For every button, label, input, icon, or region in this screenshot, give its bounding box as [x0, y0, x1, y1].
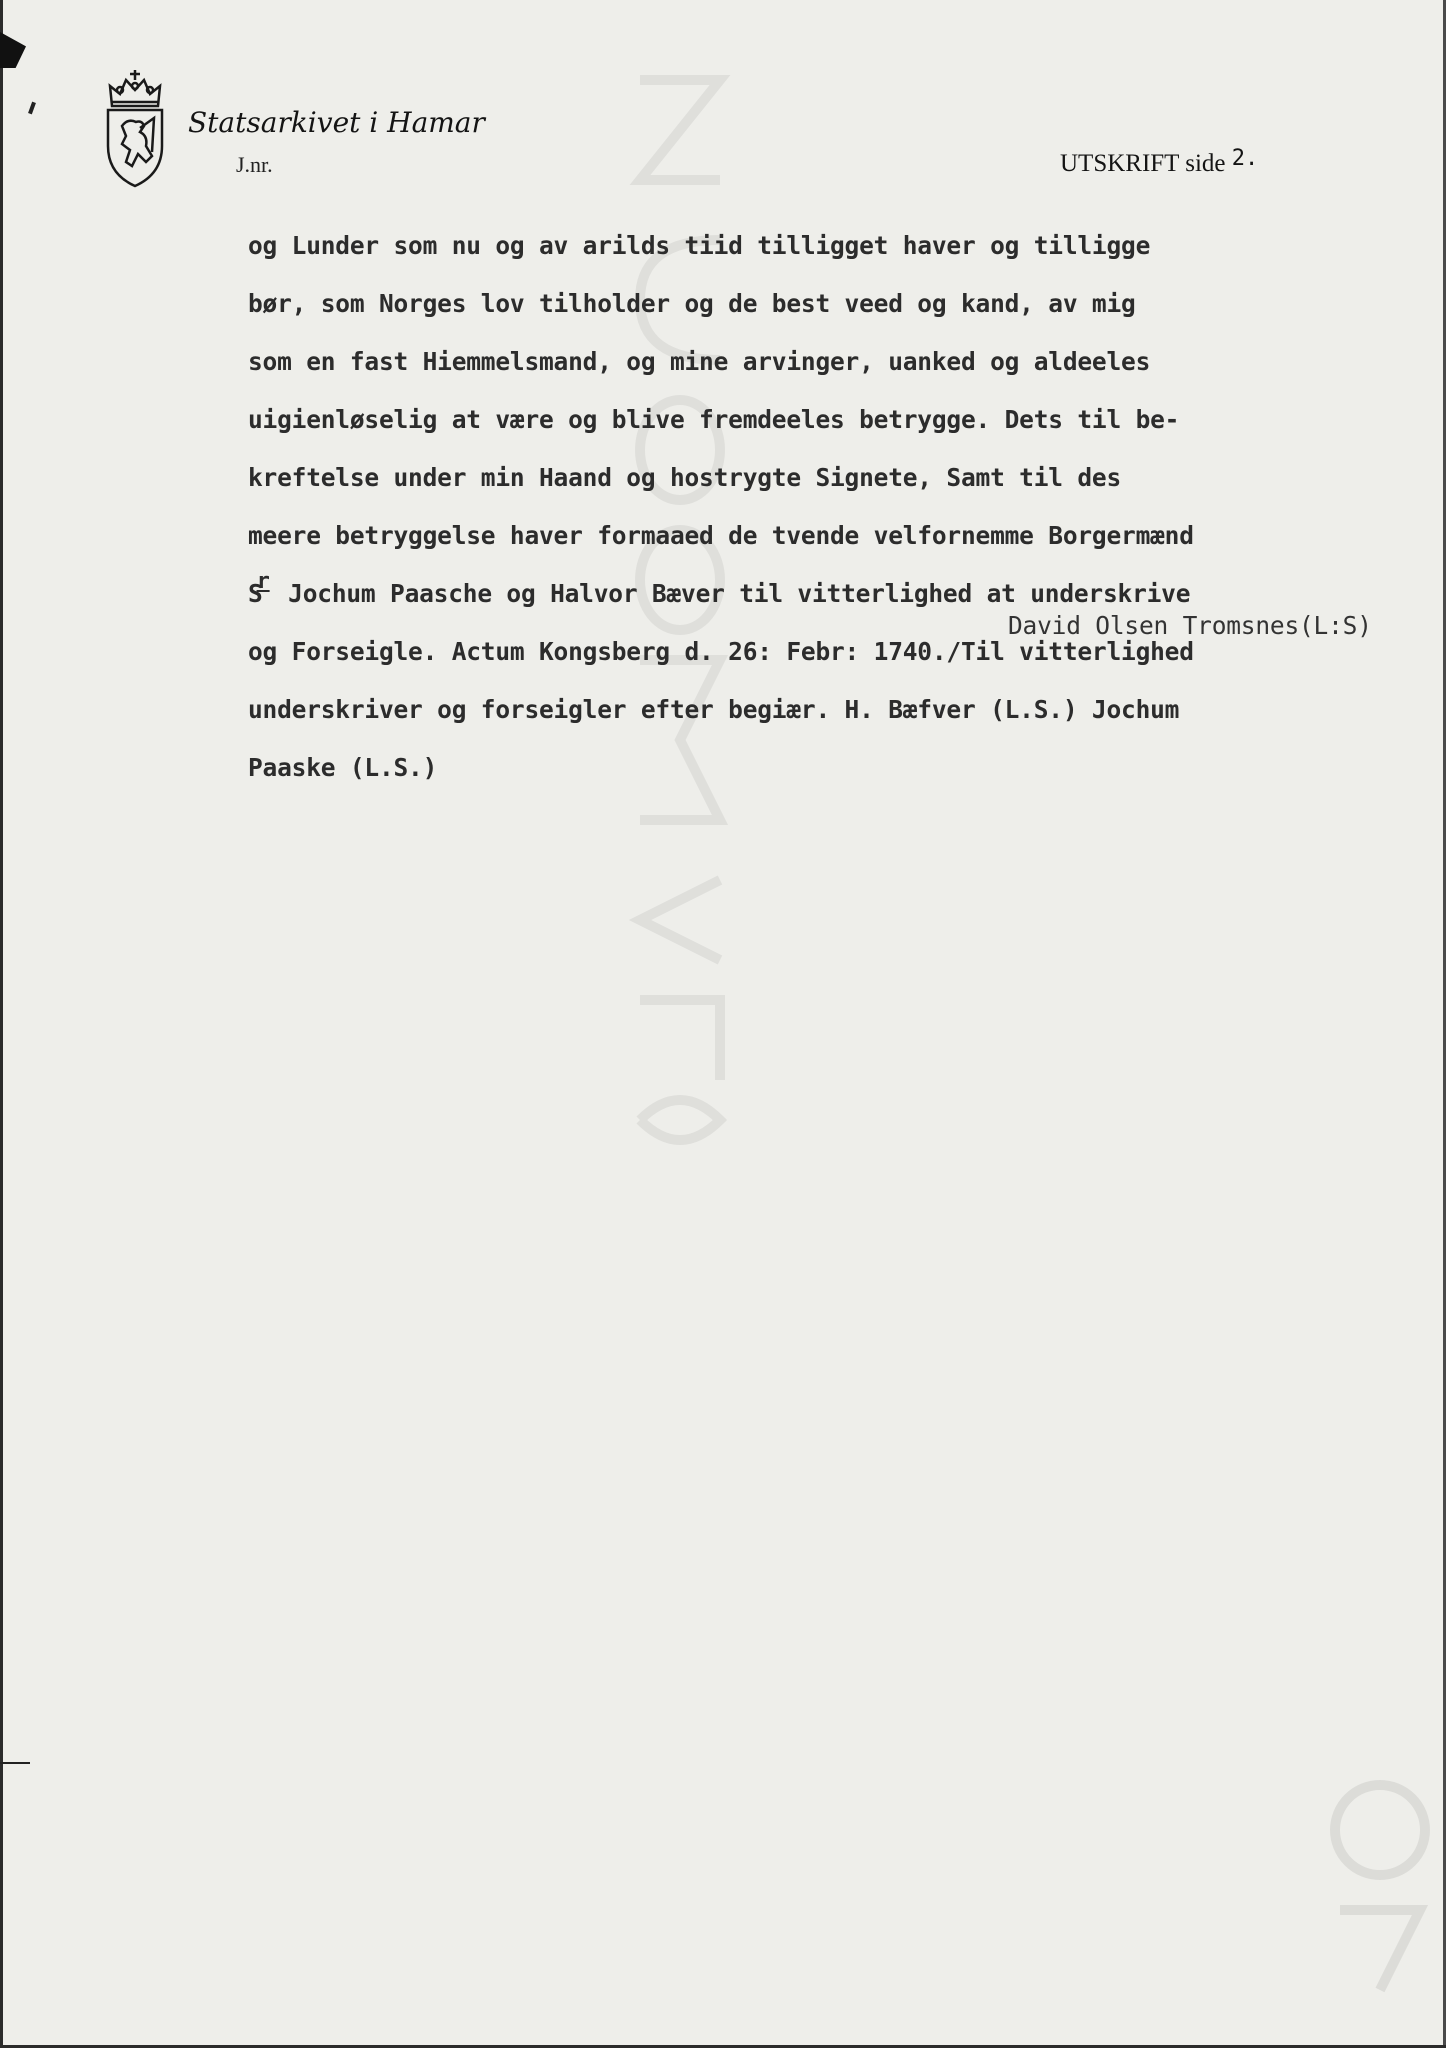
margin-mark [28, 102, 36, 115]
norwegian-coat-of-arms-icon [102, 66, 168, 190]
text-line: meere betryggelse haver formaaed de tvende velfornemme Borgermænd [248, 521, 1194, 550]
text-line: og Forseigle. Actum Kongsberg d. 26: Febr: 1740./Til vitterlighed [248, 637, 1194, 666]
journal-number-label: J.nr. [236, 152, 273, 177]
document-label-text: UTSKRIFT side [1060, 150, 1226, 177]
text-line-content: Jochum Paasche og Halvor Bæver til vitterlighed at underskrive [288, 579, 1191, 608]
punch-hole-mark [0, 1762, 30, 1764]
title-abbrev: S [248, 579, 263, 608]
text-line: underskriver og forseigler efter begiær. H. Bæfver (L.S.) Jochum [248, 695, 1180, 724]
archive-name: Statsarkivet i Hamar [188, 106, 485, 139]
text-line: og Lunder som nu og av arilds tiid tilligget haver og tilligge [248, 231, 1151, 260]
title-abbrev-superscript: r [256, 569, 270, 594]
page-number: 2. [1231, 146, 1259, 171]
interlinear-note: David Olsen Tromsnes(L:S) [1008, 611, 1372, 640]
text-line: kreftelse under min Haand og hostrygte Signete, Samt til des [248, 463, 1122, 492]
watermark-stamp-lower [1320, 1770, 1440, 2040]
scan-edge-left [0, 0, 3, 2048]
text-line: uigienløselig at være og blive fremdeeles betrygge. Dets til be- [248, 405, 1180, 434]
document-label [1060, 146, 1259, 178]
transcription-body [248, 232, 1418, 812]
text-line: som en fast Hiemmelsmand, og mine arvinger, uanked og aldeeles [248, 347, 1151, 376]
text-line: bør, som Norges lov tilholder og de best veed og kand, av mig [248, 289, 1136, 318]
corner-fold-mark [0, 32, 26, 68]
text-line: Paaske (L.S.) [248, 753, 438, 782]
